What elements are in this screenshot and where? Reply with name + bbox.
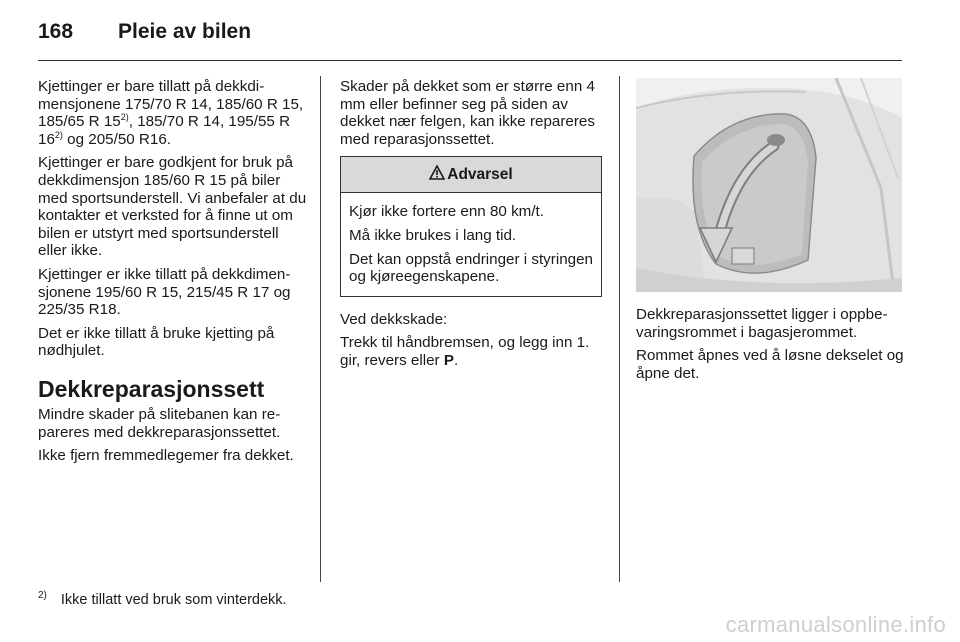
handbrake-paragraph: Trekk til håndbremsen, og legg inn 1. gir, revers eller P. (340, 334, 590, 369)
footnote (38, 590, 287, 608)
repair-kit-paragraph: Mindre skader på slitebanen kan repareres med dekkreparasjonssettet. (38, 405, 281, 441)
warning-line: Det kan oppstå endringer i styringen og kjøreegenskapene. (349, 250, 593, 286)
foreign-objects-paragraph: Ikke fjern fremmedlegemer fra dekket. (38, 447, 294, 465)
footnote-ref: 2) (54, 129, 63, 140)
tyre-damage-label: Ved dekkskade: (340, 310, 448, 328)
warning-box (340, 156, 602, 296)
footnote-text: Ikke tillatt ved bruk som vinterdekk. (60, 591, 287, 608)
warning-line: Kjør ikke fortere enn 80 km/t. (349, 203, 544, 221)
header-rule (38, 60, 902, 61)
watermark: carmanualsonline.info (725, 612, 946, 637)
section-heading: Dekkreparasjonssett (38, 375, 265, 402)
warning-title: Advarsel (447, 166, 513, 184)
open-compartment-paragraph: Rommet åpnes ved å løsne dekselet og åpne det. (636, 347, 904, 382)
gear-p: P (443, 351, 454, 369)
kit-location-paragraph: Dekkreparasjonssettet ligger i oppbevaringsrommet i bagasjerommet. (636, 306, 888, 341)
sport-suspension-paragraph: Kjettinger er bare godkjent for bruk på dekkdimensjon 185/60 R 15 på biler med sportsunderstell. Vi anbefaler at du kontakter et verksted for å finne ut om bilen er utstyrt med sportsunderstell eller ikke. (38, 154, 307, 260)
not-allowed-paragraph: Kjettinger er ikke tillatt på dekkdimensjonene 195/60 R 15, 215/45 R 17 og 225/35 R18. (38, 265, 291, 319)
page-number: 168 (38, 20, 74, 43)
warning-triangle-icon (429, 165, 445, 185)
column-left (38, 78, 308, 471)
damage-limit-paragraph: Skader på dekket som er større enn 4 mm eller befinner seg på siden av dekket nær felgen, kan ikke repareres med reparasjonssettet. (340, 78, 595, 148)
footnote-ref: 2) (120, 112, 129, 123)
page-title: Pleie av bilen (118, 20, 252, 43)
chain-sizes-paragraph: Kjettinger er bare tillatt på dekkdimensjonene 175/70 R 14, 185/60 R 15, 185/65 R 15$^{2)}$, 185/70 R 14, 195/55 R 16$^{2)}$ og 205/50 R16. (38, 78, 304, 148)
column-middle (340, 78, 602, 376)
column-divider-right (619, 76, 620, 582)
spare-wheel-paragraph: Det er ikke tillatt å bruke kjetting på nødhjulet. (38, 324, 275, 360)
column-right (636, 78, 904, 388)
trunk-compartment-illustration (636, 78, 902, 292)
warning-body (341, 193, 601, 295)
warning-line: Må ikke brukes i lang tid. (349, 226, 517, 244)
footnote-mark: 2) (38, 590, 47, 601)
warning-header (341, 157, 601, 193)
column-divider-left (320, 76, 321, 582)
page-header (38, 18, 902, 60)
